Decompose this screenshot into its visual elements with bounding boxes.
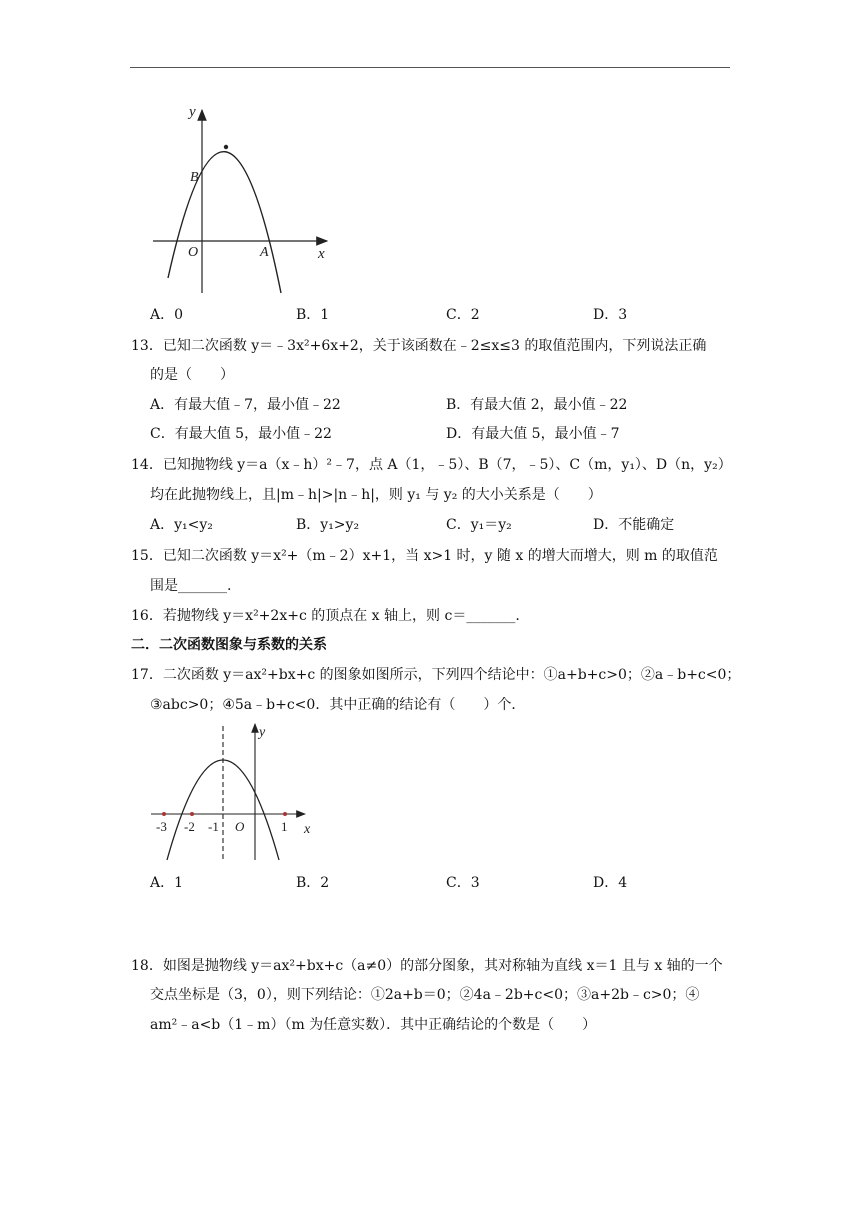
- q14-stem-line2: 均在此抛物线上，且|m﹣h|>|n﹣h|，则 y₁ 与 y₂ 的大小关系是（ ）: [150, 487, 602, 503]
- q15-stem-line2: 围是_______.: [150, 578, 232, 594]
- q17-origin-label: O: [235, 819, 245, 834]
- q17-x-label: x: [304, 822, 311, 837]
- q13-option-c[interactable]: C．有最大值 5，最小值﹣22: [150, 426, 332, 442]
- q17-tick-label: -2: [184, 819, 195, 834]
- q12-option-c[interactable]: C．2: [446, 307, 480, 323]
- q14-option-c[interactable]: C．y₁＝y₂: [446, 517, 512, 533]
- q13-option-b[interactable]: B．有最大值 2，最小值﹣22: [446, 397, 628, 413]
- q12-vertex-point: [224, 145, 228, 149]
- q17-option-a[interactable]: A．1: [150, 875, 184, 891]
- q17-option-c[interactable]: C．3: [446, 875, 480, 891]
- q14-option-b[interactable]: B．y₁>y₂: [296, 517, 360, 533]
- q12-x-label: x: [318, 246, 325, 262]
- q17-option-d[interactable]: D．4: [593, 875, 628, 891]
- q17-point: [190, 812, 194, 816]
- q14-option-a[interactable]: A．y₁<y₂: [150, 517, 213, 533]
- q12-point-b-label: B: [190, 170, 199, 185]
- q17-tick-label: 1: [281, 819, 288, 834]
- section-heading: 二．二次函数图象与系数的关系: [131, 637, 327, 653]
- q12-parabola-curve: [168, 152, 281, 293]
- q15-stem-line1: 15．已知二次函数 y＝x²+（m﹣2）x+1，当 x>1 时，y 随 x 的增大而增大，则 m 的取值范: [131, 548, 718, 564]
- q12-option-d[interactable]: D．3: [593, 307, 628, 323]
- q12-point-a-label: A: [260, 245, 269, 260]
- q12-origin-label: O: [188, 245, 199, 260]
- q12-parabola-figure: [145, 98, 345, 298]
- q17-tick-label: -3: [156, 819, 167, 834]
- header-rule: [130, 67, 730, 68]
- q18-stem-line2: 交点坐标是（3，0），则下列结论：①2a+b＝0；②4a﹣2b+c<0；③a+2b﹣c>0；④: [150, 987, 700, 1003]
- q12-option-b[interactable]: B．1: [296, 307, 330, 323]
- q13-option-d[interactable]: D．有最大值 5，最小值﹣7: [446, 426, 620, 442]
- q14-stem-line1: 14．已知抛物线 y＝a（x﹣h）²﹣7，点 A（1，﹣5）、B（7，﹣5）、C（m，y₁）、D（n，y₂）: [131, 457, 732, 473]
- q14-option-d[interactable]: D．不能确定: [593, 517, 675, 533]
- q17-option-b[interactable]: B．2: [296, 875, 330, 891]
- q18-stem-line1: 18．如图是抛物线 y＝ax²+bx+c（a≠0）的部分图象，其对称轴为直线 x＝1 且与 x 轴的一个: [131, 958, 723, 974]
- q12-option-a[interactable]: A．0: [150, 307, 184, 323]
- q13-stem-line2: 的是（ ）: [150, 367, 234, 383]
- q12-y-label: y: [189, 104, 196, 120]
- q17-tick-label: -1: [208, 819, 219, 834]
- q17-point: [283, 812, 287, 816]
- q17-parabola-figure: [145, 718, 325, 868]
- q13-option-a[interactable]: A．有最大值﹣7，最小值﹣22: [150, 397, 341, 413]
- q17-stem-line2: ③abc>0；④5a﹣b+c<0．其中正确的结论有（ ）个．: [150, 697, 526, 713]
- q13-stem-line1: 13．已知二次函数 y＝﹣3x²+6x+2，关于该函数在﹣2≤x≤3 的取值范围内，下列说法正确: [131, 338, 707, 354]
- q16-stem-line1: 16．若抛物线 y＝x²+2x+c 的顶点在 x 轴上，则 c＝_______.: [131, 608, 520, 624]
- q17-point: [162, 812, 166, 816]
- q17-stem-line1: 17．二次函数 y＝ax²+bx+c 的图象如图所示，下列四个结论中：①a+b+c>0；②a﹣b+c<0；: [131, 667, 741, 683]
- q17-y-label: y: [259, 725, 266, 740]
- q18-stem-line3: am²﹣a<b（1﹣m）（m 为任意实数）．其中正确结论的个数是（ ）: [150, 1017, 597, 1033]
